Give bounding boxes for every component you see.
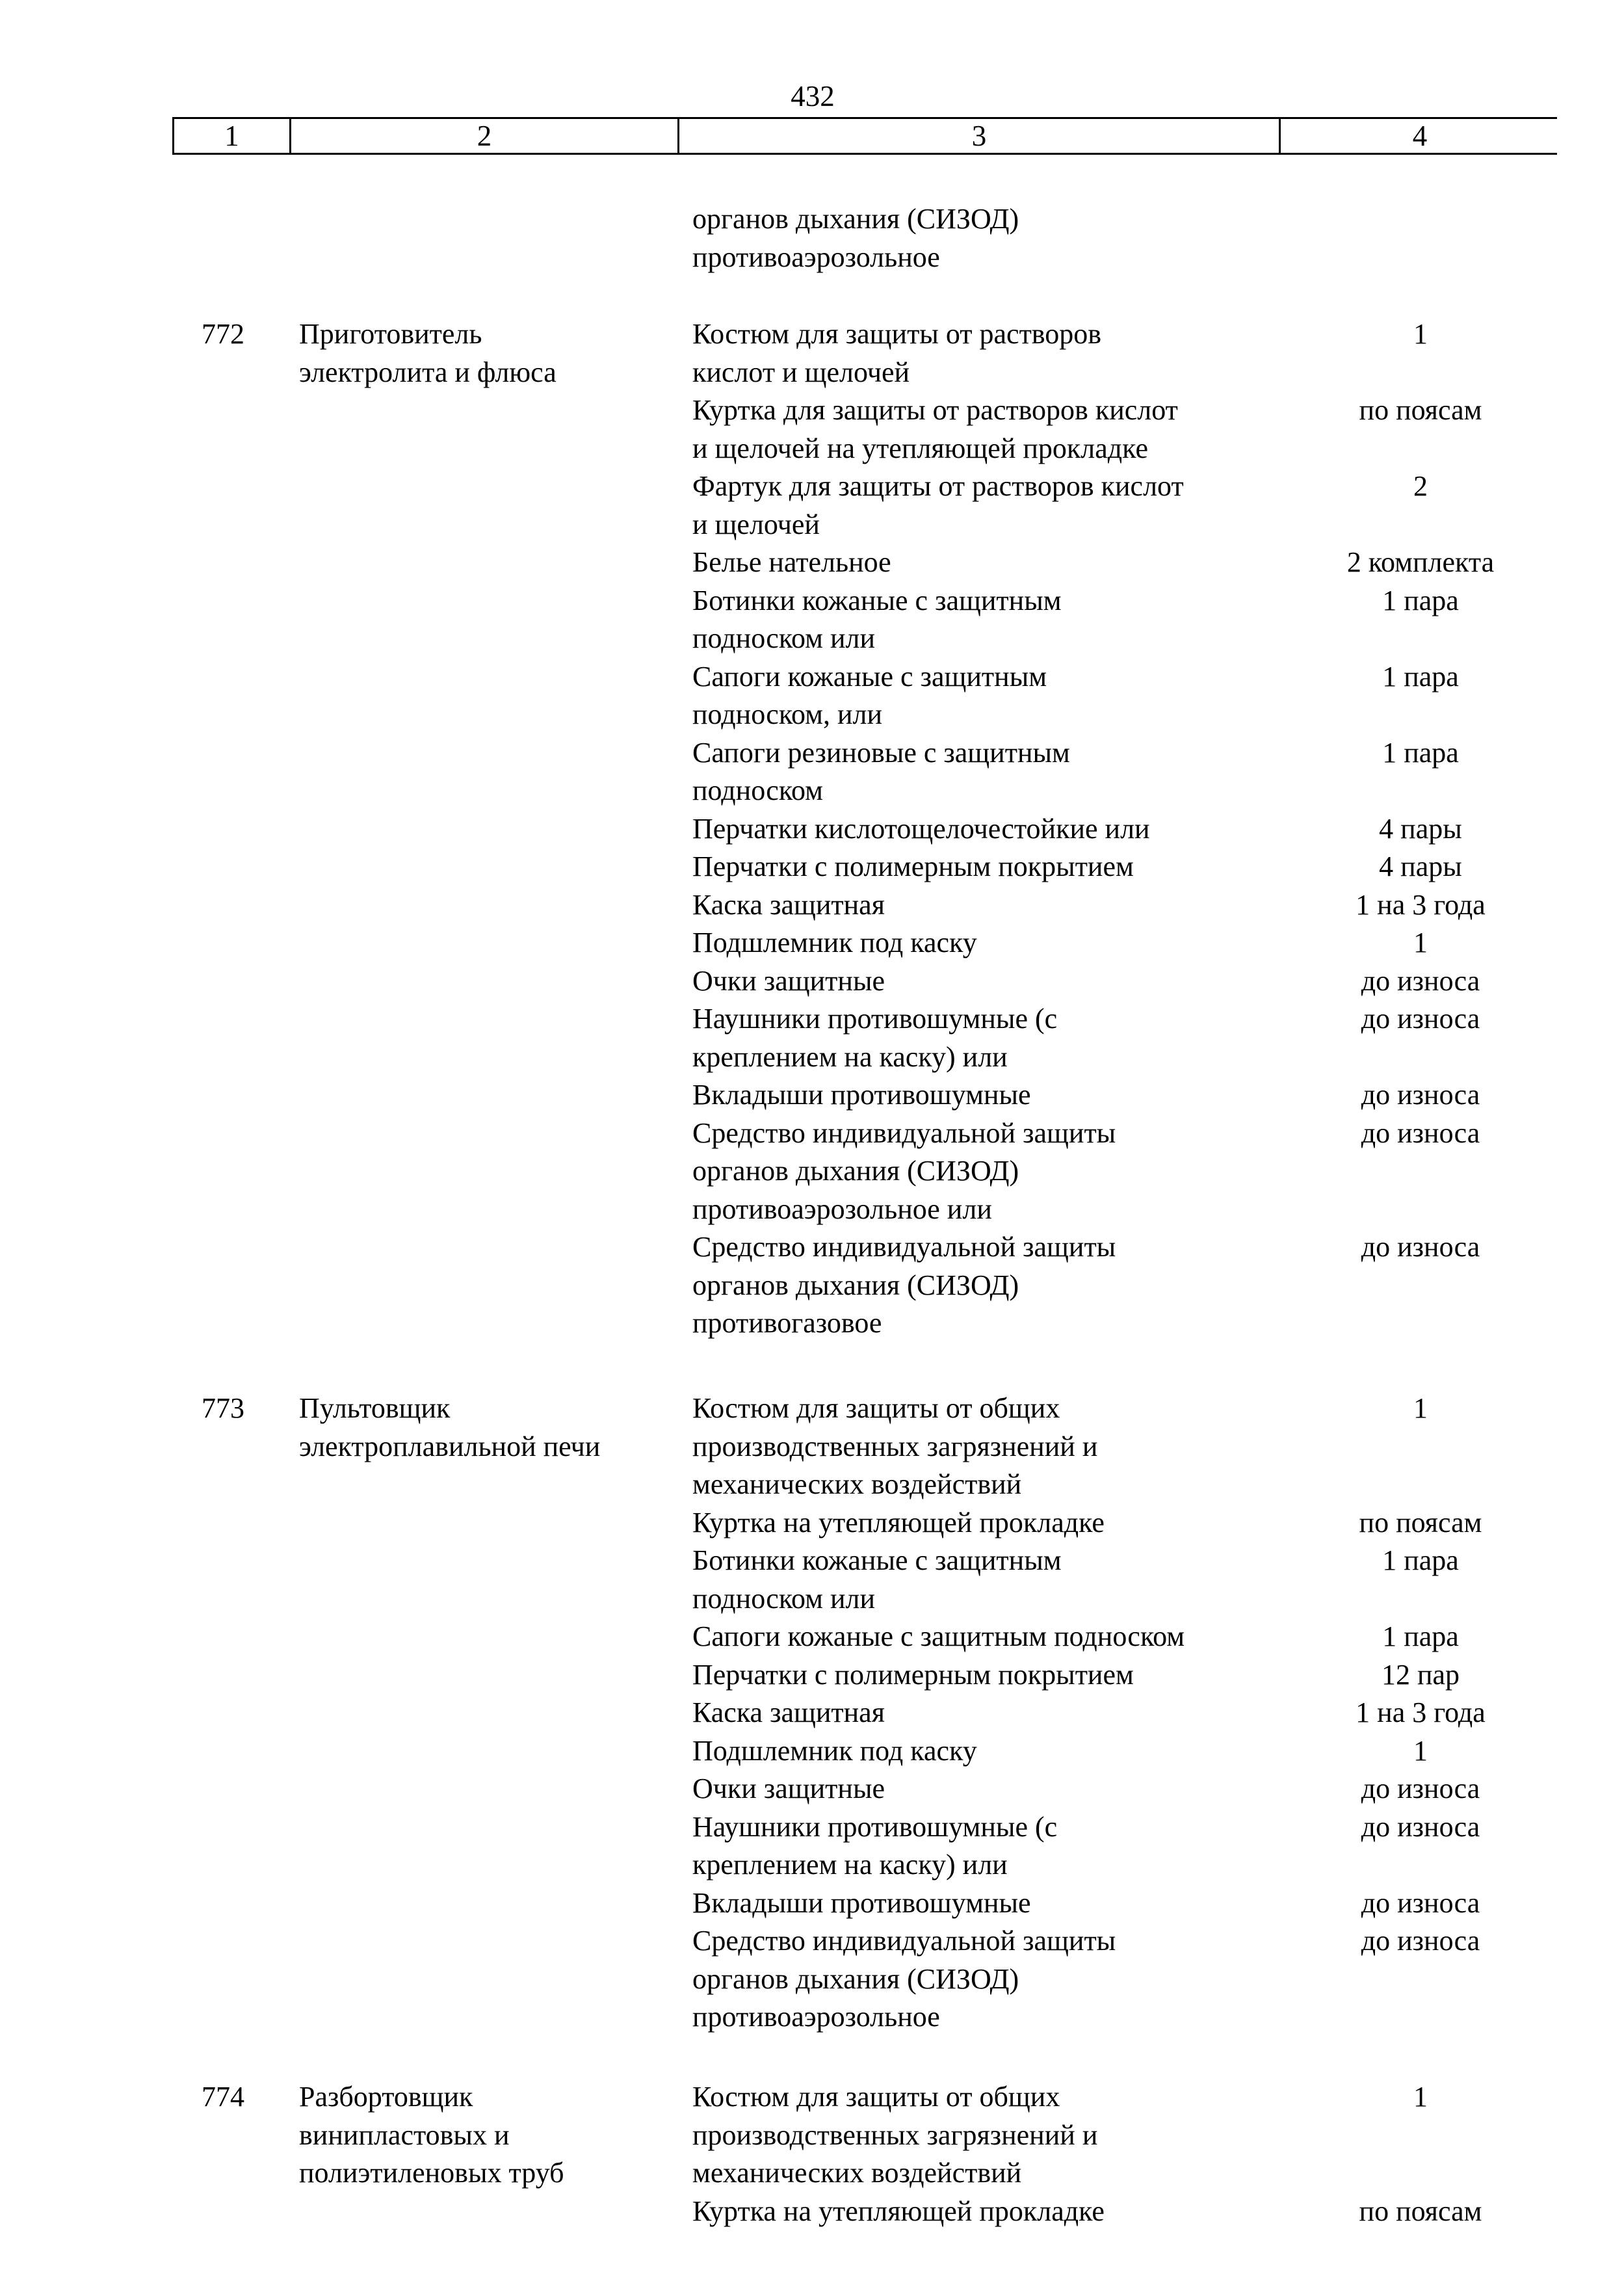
issue-norm: 1 [1413, 318, 1428, 350]
ppe-item-line: Подшлемник под каску [692, 1734, 977, 1767]
ppe-item-line: кислот и щелочей [692, 356, 910, 388]
ppe-item-line: Наушники противошумные (с [692, 1810, 1058, 1843]
issue-norm: до износа [1361, 1003, 1480, 1035]
header-col-1: 1 [174, 119, 291, 153]
header-col-2: 2 [291, 119, 679, 153]
profession-name-line: Разбортовщик [299, 2081, 473, 2113]
issue-norm: до износа [1361, 964, 1480, 997]
ppe-item-line: производственных загрязнений и [692, 2118, 1098, 2151]
ppe-item-line: Костюм для защиты от общих [692, 2081, 1060, 2113]
ppe-item-line: Куртка для защиты от растворов кислот [692, 394, 1178, 426]
profession-name-line: Приготовитель [299, 318, 482, 350]
issue-norm: 1 [1413, 927, 1428, 958]
header-col-3: 3 [679, 119, 1281, 153]
ppe-item-line: Сапоги кожаные с защитным подноском [692, 1620, 1185, 1652]
ppe-item-line: Костюм для защиты от растворов [692, 318, 1102, 350]
ppe-item-line: креплением на каску) или [692, 1040, 1008, 1073]
ppe-item-line: Перчатки кислотощелочестойкие или [692, 812, 1150, 845]
ppe-item-line: производственных загрязнений и [692, 1430, 1098, 1462]
ppe-item-line: Перчатки с полимерным покрытием [692, 851, 1134, 882]
issue-norm: по поясам [1359, 1506, 1482, 1538]
issue-norm: 1 [1413, 2081, 1428, 2113]
header-col-4: 4 [1412, 120, 1428, 152]
ppe-item-line: Вкладыши противошумные [692, 1079, 1031, 1111]
issue-norm: 12 пар [1381, 1658, 1460, 1691]
ppe-item-line: Сапоги резиновые с защитным [692, 736, 1070, 769]
ppe-item-line: подноском или [692, 1582, 876, 1615]
ppe-item-line: Ботинки кожаные с защитным [692, 584, 1062, 616]
issue-norm: 1 на 3 года [1356, 1696, 1486, 1728]
ppe-item-line: противогазовое [692, 1307, 882, 1339]
issue-norm: по поясам [1359, 2195, 1482, 2227]
profession-name-line: полиэтиленовых труб [299, 2157, 564, 2189]
issue-norm: 1 пара [1382, 736, 1459, 769]
issue-norm: 2 [1413, 470, 1428, 502]
ppe-item-line: креплением на каску) или [692, 1849, 1008, 1880]
ppe-item-line: Вкладыши противошумные [692, 1886, 1031, 1919]
ppe-item-line: органов дыхания (СИЗОД) [692, 1269, 1019, 1301]
ppe-item-line: и щелочей на утепляющей прокладке [692, 432, 1148, 464]
ppe-item-line: Наушники противошумные (с [692, 1003, 1058, 1035]
issue-norm: до износа [1361, 1079, 1480, 1111]
ppe-item-line: Средство индивидуальной защиты [692, 1116, 1116, 1149]
ppe-item-line: Каска защитная [692, 1696, 885, 1728]
issue-norm: до износа [1361, 1116, 1480, 1149]
issue-norm: 1 пара [1382, 660, 1459, 693]
ppe-item-line: Перчатки с полимерным покрытием [692, 1658, 1134, 1691]
profession-name-line: электроплавильной печи [299, 1430, 601, 1462]
ppe-item-line: Средство индивидуальной защиты [692, 1231, 1116, 1263]
ppe-item-line: подноском [692, 774, 823, 806]
continuation-line: противоаэрозольное [692, 241, 940, 273]
issue-norm: до износа [1361, 1925, 1480, 1957]
issue-norm: 1 на 3 года [1356, 888, 1486, 921]
ppe-item-line: Ботинки кожаные с защитным [692, 1544, 1062, 1576]
ppe-item-line: механических воздействий [692, 1468, 1022, 1500]
ppe-item-line: Подшлемник под каску [692, 927, 977, 958]
ppe-item-line: Куртка на утепляющей прокладке [692, 2195, 1105, 2227]
table-header [172, 117, 1557, 155]
ppe-item-line: органов дыхания (СИЗОД) [692, 1155, 1019, 1187]
continuation-line: органов дыхания (СИЗОД) [692, 203, 1019, 235]
ppe-item-line: Костюм для защиты от общих [692, 1392, 1060, 1424]
ppe-item-line: органов дыхания (СИЗОД) [692, 1962, 1019, 1995]
page-number: 432 [791, 80, 835, 112]
entry-number: 773 [202, 1392, 244, 1424]
issue-norm: до износа [1361, 1886, 1480, 1919]
ppe-item-line: подноском, или [692, 698, 883, 730]
issue-norm: по поясам [1359, 394, 1482, 426]
profession-name-line: электролита и флюса [299, 356, 557, 388]
issue-norm: 1 пара [1382, 1544, 1459, 1576]
ppe-item-line: Средство индивидуальной защиты [692, 1925, 1116, 1957]
ppe-item-line: Очки защитные [692, 964, 885, 997]
issue-norm: 4 пары [1379, 812, 1462, 845]
ppe-item-line: противоаэрозольное или [692, 1193, 992, 1225]
issue-norm: до износа [1361, 1231, 1480, 1263]
issue-norm: 4 пары [1379, 851, 1462, 882]
profession-name-line: винипластовых и [299, 2118, 510, 2151]
issue-norm: 1 пара [1382, 584, 1459, 616]
ppe-item-line: Куртка на утепляющей прокладке [692, 1506, 1105, 1538]
ppe-item-line: Белье нательное [692, 546, 891, 578]
ppe-item-line: и щелочей [692, 508, 820, 540]
issue-norm: 2 комплекта [1346, 546, 1495, 578]
ppe-item-line: механических воздействий [692, 2157, 1022, 2189]
profession-name-line: Пультовщик [299, 1392, 451, 1424]
ppe-item-line: Фартук для защиты от растворов кислот [692, 470, 1184, 502]
issue-norm: 1 [1413, 1734, 1428, 1767]
entry-number: 774 [202, 2081, 244, 2113]
issue-norm: 1 пара [1382, 1620, 1459, 1652]
ppe-item-line: Сапоги кожаные с защитным [692, 660, 1047, 693]
ppe-item-line: подноском или [692, 622, 876, 654]
issue-norm: 1 [1413, 1392, 1428, 1424]
issue-norm: до износа [1361, 1773, 1480, 1804]
issue-norm: до износа [1361, 1810, 1480, 1843]
entry-number: 772 [202, 318, 244, 350]
ppe-item-line: Каска защитная [692, 888, 885, 921]
ppe-item-line: Очки защитные [692, 1773, 885, 1804]
ppe-item-line: противоаэрозольное [692, 2001, 940, 2033]
